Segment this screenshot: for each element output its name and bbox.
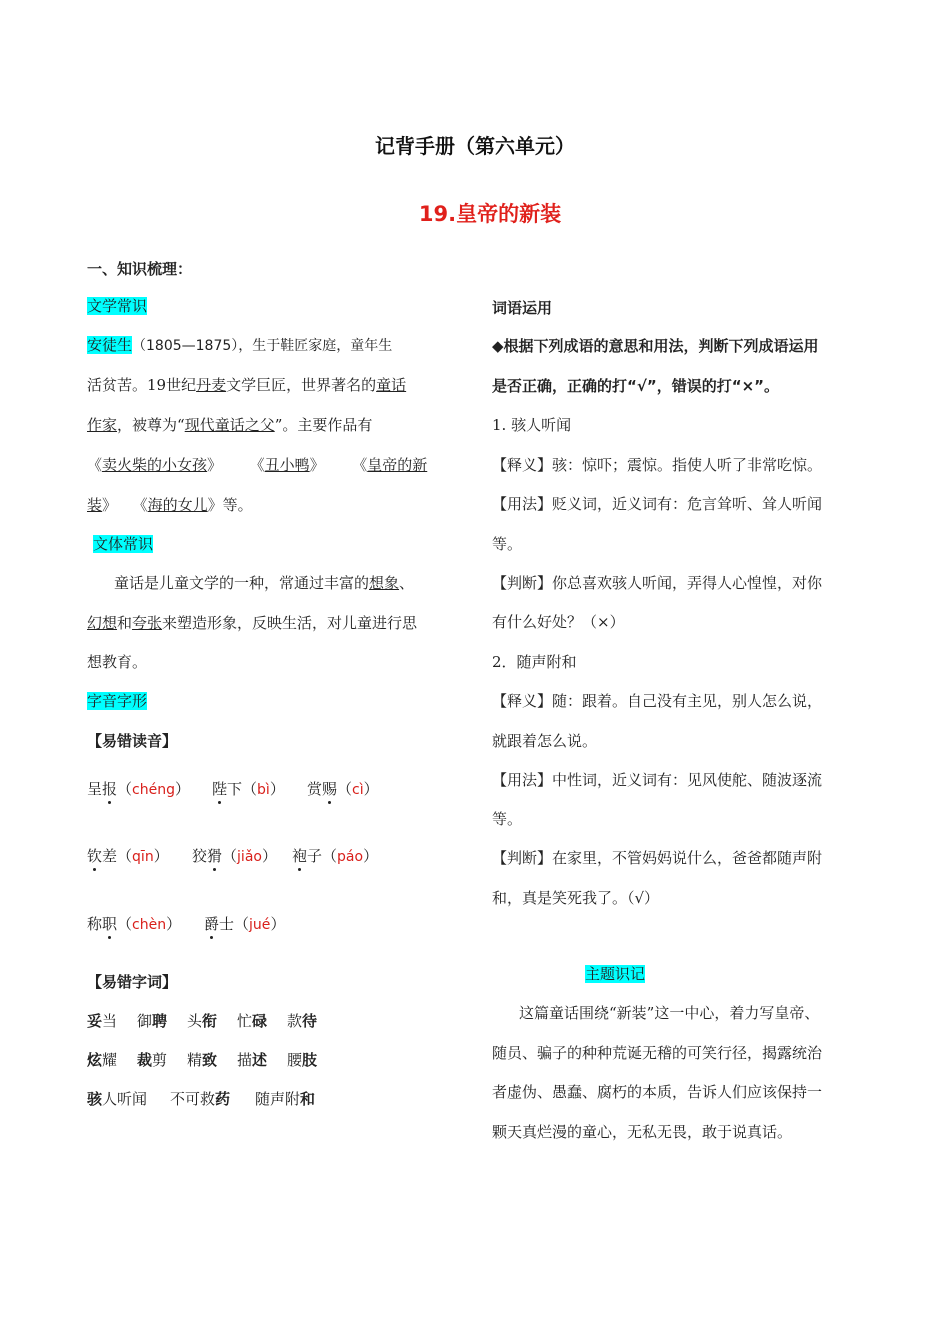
theme-line-2: 随员、骗子的种种荒诞无稽的可笑行径，揭露统治 — [492, 1044, 823, 1062]
word-item: 头衔 — [187, 1012, 218, 1030]
theme-line-3: 者虚伪、愚蠢、腐朽的本质，告诉人们应该保持一 — [492, 1083, 823, 1101]
theme-tag: 主题识记 — [585, 965, 646, 983]
pinyin: páo — [337, 849, 364, 865]
words-heading: 【易错字词】 — [87, 973, 178, 991]
genre-tag: 文体常识 — [93, 535, 154, 553]
author-line-2: 活贫苦。19世纪丹麦文学巨匠，世界著名的童话 — [87, 376, 407, 394]
instruction-line-2: 是否正确，正确的打“√”，错误的打“×”。 — [492, 377, 780, 395]
word-item: 腰肢 — [287, 1051, 318, 1069]
pinyin: cì — [352, 782, 364, 798]
item1-judge-2: 有什么好处？（×） — [492, 613, 625, 631]
char-tag: 字音字形 — [87, 692, 148, 710]
word-item: 裁剪 — [137, 1051, 168, 1069]
item2-title: 2．随声附和 — [492, 653, 577, 671]
lesson-title: 19.皇帝的新装 — [418, 202, 562, 226]
item1-title: 1. 骇人听闻 — [492, 416, 572, 434]
author-line-3: 作家，被尊为“现代童话之父”。主要作品有 — [87, 416, 373, 434]
author-line-1: 安徒生（1805—1875），生于鞋匠家庭，童年生 — [87, 336, 393, 354]
works-line-2: 装》 《海的女儿》等。 — [87, 496, 253, 514]
word-item: 妥当 — [87, 1012, 118, 1030]
theme-line-1: 这篇童话围绕“新装”这一中心，着力写皇帝、 — [519, 1004, 820, 1022]
section-heading: 一、知识梳理： — [87, 260, 193, 278]
pron-item: 陛下（bì） — [212, 780, 285, 798]
pron-item: 赏赐（cì） — [307, 780, 379, 798]
pinyin: bì — [257, 782, 270, 798]
pinyin: chéng — [132, 782, 175, 798]
pron-item: 袍子（páo） — [292, 847, 379, 865]
word-item: 精致 — [187, 1051, 218, 1069]
item1-usage-1: 【用法】贬义词，近义词有：危言耸听、耸人听闻 — [492, 495, 823, 513]
item2-judge-2: 和，真是笑死我了。（√） — [492, 889, 660, 907]
item2-judge-1: 【判断】在家里，不管妈妈说什么，爸爸都随声附 — [492, 849, 823, 867]
item2-meaning-2: 就跟着怎么说。 — [492, 732, 598, 750]
word-item: 骇人听闻 — [87, 1090, 148, 1108]
instruction-line-1: ◆根据下列成语的意思和用法，判断下列成语运用 — [492, 337, 819, 355]
word-item: 描述 — [237, 1051, 268, 1069]
pinyin: jué — [249, 917, 271, 933]
theme-line-4: 颗天真烂漫的童心，无私无畏，敢于说真话。 — [492, 1123, 793, 1141]
author-name: 安徒生 — [87, 336, 133, 354]
item1-meaning: 【释义】骇：惊吓；震惊。指使人听了非常吃惊。 — [492, 456, 823, 474]
usage-heading: 词语运用 — [492, 299, 553, 317]
pron-item: 钦差（qīn） — [87, 847, 169, 865]
item2-meaning-1: 【释义】随：跟着。自己没有主见，别人怎么说， — [492, 692, 823, 710]
word-item: 款待 — [287, 1012, 318, 1030]
pinyin: chèn — [132, 917, 167, 933]
pron-heading: 【易错读音】 — [87, 732, 178, 750]
word-item: 御聘 — [137, 1012, 168, 1030]
item1-judge-1: 【判断】你总喜欢骇人听闻，弄得人心惶惶，对你 — [492, 574, 823, 592]
word-item: 随声附和 — [255, 1090, 316, 1108]
item2-usage-1: 【用法】中性词，近义词有：见风使舵、随波逐流 — [492, 771, 823, 789]
genre-line-1: 童话是儿童文学的一种，常通过丰富的想象、 — [114, 574, 415, 592]
pron-item: 呈报（chéng） — [87, 780, 191, 798]
pinyin: jiǎo — [237, 849, 262, 865]
literature-tag: 文学常识 — [87, 297, 148, 315]
genre-line-2: 幻想和夸张来塑造形象，反映生活，对儿童进行思 — [87, 614, 418, 632]
word-item: 炫耀 — [87, 1051, 118, 1069]
pron-item: 狡猾（jiǎo） — [192, 847, 277, 865]
word-item: 忙碌 — [237, 1012, 268, 1030]
pinyin: qīn — [132, 849, 154, 865]
pron-item: 称职（chèn） — [87, 915, 182, 933]
item2-usage-2: 等。 — [492, 810, 523, 828]
item1-usage-2: 等。 — [492, 535, 523, 553]
word-item: 不可救药 — [170, 1090, 231, 1108]
works-line-1: 《卖火柴的小女孩》 《丑小鸭》 《皇帝的新 — [87, 456, 428, 474]
page-title: 记背手册（第六单元） — [375, 134, 575, 158]
pron-item: 爵士（jué） — [204, 915, 286, 933]
genre-line-3: 想教育。 — [87, 653, 148, 671]
